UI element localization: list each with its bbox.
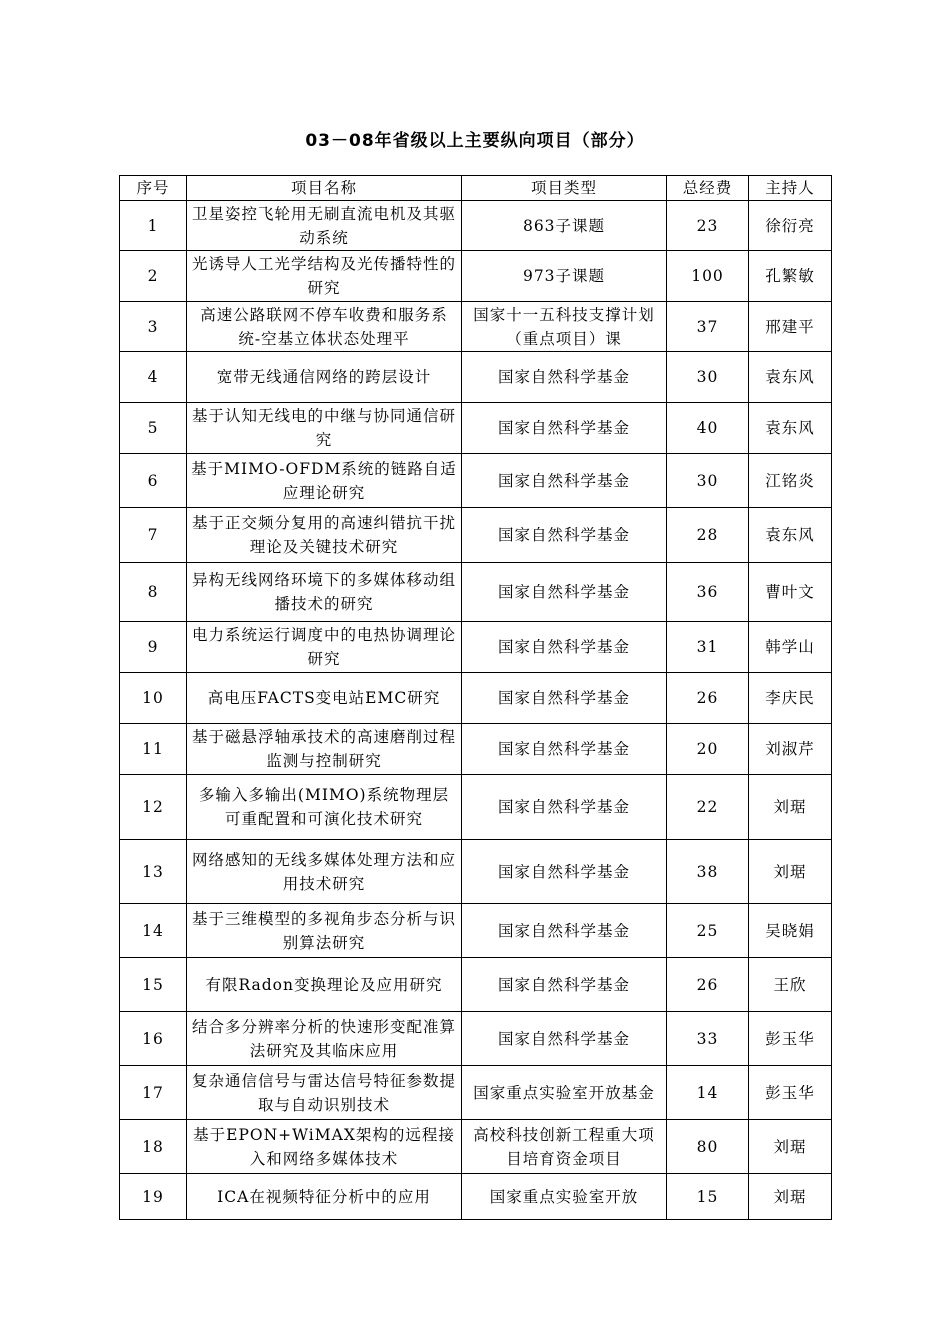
row-project-type: 国家自然科学基金 bbox=[497, 368, 630, 386]
row-total-funding: 26 bbox=[696, 975, 719, 994]
row-total-funding: 30 bbox=[696, 471, 719, 490]
row-host: 袁东风 bbox=[765, 526, 815, 544]
row-index: 8 bbox=[147, 583, 159, 601]
row-project-type: 高校科技创新工程重大项目培育资金项目 bbox=[473, 1125, 655, 1168]
row-index: 15 bbox=[142, 975, 164, 994]
row-total-funding: 14 bbox=[696, 1083, 719, 1102]
row-project-name: 多输入多输出(MIMO)系统物理层可重配置和可演化技术研究 bbox=[198, 786, 450, 828]
table-row bbox=[120, 840, 832, 904]
row-project-name: 卫星姿控飞轮用无刷直流电机及其驱动系统 bbox=[191, 204, 456, 247]
row-index: 9 bbox=[147, 638, 159, 656]
row-index: 6 bbox=[147, 471, 159, 490]
row-host: 彭玉华 bbox=[765, 1083, 815, 1102]
row-host: 吴晓娟 bbox=[765, 921, 815, 940]
row-project-type: 863子课题 bbox=[522, 216, 606, 235]
projects-table bbox=[119, 175, 832, 1220]
row-index: 11 bbox=[142, 740, 164, 758]
row-index: 12 bbox=[142, 798, 164, 816]
table-row bbox=[120, 673, 832, 724]
row-total-funding: 25 bbox=[696, 921, 719, 940]
row-host: 徐衍亮 bbox=[765, 216, 815, 235]
row-total-funding: 20 bbox=[696, 740, 719, 758]
table-row bbox=[120, 563, 832, 622]
table-row bbox=[120, 403, 832, 454]
row-host: 孔繁敏 bbox=[765, 267, 815, 285]
page-title: 03－08年省级以上主要纵向项目（部分） bbox=[305, 131, 645, 151]
row-host: 刘淑芹 bbox=[765, 740, 815, 758]
row-project-type: 国家自然科学基金 bbox=[497, 526, 630, 544]
row-host: 刘琚 bbox=[773, 1187, 807, 1206]
row-index: 18 bbox=[142, 1137, 164, 1156]
row-total-funding: 38 bbox=[696, 862, 719, 881]
table-header bbox=[120, 176, 832, 201]
row-project-name: 基于三维模型的多视角步态分析与识别算法研究 bbox=[191, 909, 456, 952]
row-host: 刘琚 bbox=[773, 798, 807, 816]
row-index: 2 bbox=[147, 267, 159, 285]
row-project-name: 基于磁悬浮轴承技术的高速磨削过程监测与控制研究 bbox=[191, 728, 456, 770]
row-project-type: 国家自然科学基金 bbox=[497, 921, 630, 940]
table-row bbox=[120, 302, 832, 352]
row-total-funding: 15 bbox=[696, 1187, 719, 1206]
row-total-funding: 28 bbox=[696, 526, 719, 544]
table-row bbox=[120, 1174, 832, 1220]
table-body bbox=[120, 201, 832, 1220]
row-total-funding: 40 bbox=[696, 419, 719, 437]
row-index: 13 bbox=[142, 862, 164, 881]
row-host: 李庆民 bbox=[765, 689, 815, 707]
table-row bbox=[120, 201, 832, 251]
row-total-funding: 22 bbox=[696, 798, 719, 816]
row-project-type: 国家十一五科技支撑计划（重点项目）课 bbox=[473, 305, 655, 348]
row-project-name: 网络感知的无线多媒体处理方法和应用技术研究 bbox=[191, 850, 456, 893]
row-index: 5 bbox=[147, 419, 159, 437]
row-index: 7 bbox=[147, 526, 159, 544]
table-row bbox=[120, 454, 832, 508]
row-project-type: 国家自然科学基金 bbox=[497, 862, 630, 881]
row-project-name: 有限Radon变换理论及应用研究 bbox=[205, 975, 443, 994]
table-row bbox=[120, 1120, 832, 1174]
row-host: 刘琚 bbox=[773, 1137, 807, 1156]
row-project-type: 国家自然科学基金 bbox=[497, 471, 630, 490]
row-total-funding: 36 bbox=[696, 583, 719, 601]
table-row bbox=[120, 352, 832, 403]
row-project-name: 高电压FACTS变电站EMC研究 bbox=[207, 689, 441, 707]
row-project-type: 国家自然科学基金 bbox=[497, 689, 630, 707]
row-host: 邢建平 bbox=[765, 317, 815, 336]
table-row bbox=[120, 1012, 832, 1066]
table-row bbox=[120, 958, 832, 1012]
row-project-type: 国家重点实验室开放 bbox=[489, 1187, 639, 1206]
row-host: 王欣 bbox=[773, 975, 807, 994]
row-total-funding: 80 bbox=[696, 1137, 719, 1156]
row-project-name: 基于EPON+WiMAX架构的远程接入和网络多媒体技术 bbox=[193, 1125, 455, 1168]
row-project-name: 电力系统运行调度中的电热协调理论研究 bbox=[191, 626, 456, 668]
row-index: 19 bbox=[142, 1187, 164, 1206]
row-project-type: 国家自然科学基金 bbox=[497, 798, 630, 816]
table-row bbox=[120, 508, 832, 563]
row-index: 3 bbox=[147, 317, 159, 336]
row-index: 4 bbox=[147, 368, 159, 386]
row-host: 韩学山 bbox=[765, 638, 815, 656]
row-index: 16 bbox=[142, 1029, 164, 1048]
row-total-funding: 33 bbox=[696, 1029, 719, 1048]
row-index: 10 bbox=[142, 689, 164, 707]
header-index: 序号 bbox=[120, 176, 187, 201]
header-total-funding: 总经费 bbox=[667, 176, 749, 201]
row-project-type: 国家自然科学基金 bbox=[497, 975, 630, 994]
row-project-type: 国家重点实验室开放基金 bbox=[473, 1083, 655, 1102]
row-project-type: 国家自然科学基金 bbox=[497, 740, 630, 758]
table-row bbox=[120, 1066, 832, 1120]
table-row bbox=[120, 622, 832, 673]
row-index: 17 bbox=[142, 1083, 164, 1102]
row-host: 袁东风 bbox=[765, 419, 815, 437]
row-total-funding: 26 bbox=[696, 689, 719, 707]
table-row bbox=[120, 775, 832, 840]
row-project-type: 国家自然科学基金 bbox=[497, 583, 630, 601]
row-project-name: ICA在视频特征分析中的应用 bbox=[217, 1187, 431, 1206]
row-index: 14 bbox=[142, 921, 164, 940]
header-project-name: 项目名称 bbox=[187, 176, 462, 201]
header-project-type: 项目类型 bbox=[462, 176, 667, 201]
row-project-name: 高速公路联网不停车收费和服务系统-空基立体状态处理平 bbox=[200, 305, 448, 348]
table-row bbox=[120, 904, 832, 958]
row-project-name: 复杂通信信号与雷达信号特征参数提取与自动识别技术 bbox=[191, 1071, 456, 1114]
row-host: 曹叶文 bbox=[765, 583, 815, 601]
row-project-type: 国家自然科学基金 bbox=[497, 638, 630, 656]
row-project-type: 国家自然科学基金 bbox=[497, 419, 630, 437]
row-project-type: 973子课题 bbox=[522, 267, 606, 285]
row-total-funding: 23 bbox=[696, 216, 719, 235]
row-host: 刘琚 bbox=[773, 862, 807, 881]
header-row bbox=[120, 176, 832, 201]
header-host: 主持人 bbox=[749, 176, 832, 201]
row-project-name: 异构无线网络环境下的多媒体移动组播技术的研究 bbox=[191, 571, 456, 613]
row-project-type: 国家自然科学基金 bbox=[497, 1029, 630, 1048]
row-project-name: 基于MIMO-OFDM系统的链路自适应理论研究 bbox=[191, 459, 457, 502]
row-project-name: 光诱导人工光学结构及光传播特性的研究 bbox=[191, 255, 456, 297]
row-host: 袁东风 bbox=[765, 368, 815, 386]
table-row bbox=[120, 724, 832, 775]
row-project-name: 结合多分辨率分析的快速形变配准算法研究及其临床应用 bbox=[191, 1017, 456, 1060]
row-host: 江铭炎 bbox=[765, 471, 815, 490]
row-project-name: 基于认知无线电的中继与协同通信研究 bbox=[191, 407, 456, 449]
row-total-funding: 100 bbox=[691, 267, 724, 285]
row-host: 彭玉华 bbox=[765, 1029, 815, 1048]
row-index: 1 bbox=[147, 216, 159, 235]
row-total-funding: 30 bbox=[696, 368, 719, 386]
table-row bbox=[120, 251, 832, 302]
row-total-funding: 37 bbox=[696, 317, 719, 336]
row-total-funding: 31 bbox=[696, 638, 719, 656]
row-project-name: 宽带无线通信网络的跨层设计 bbox=[216, 368, 432, 386]
row-project-name: 基于正交频分复用的高速纠错抗干扰理论及关键技术研究 bbox=[191, 514, 456, 556]
